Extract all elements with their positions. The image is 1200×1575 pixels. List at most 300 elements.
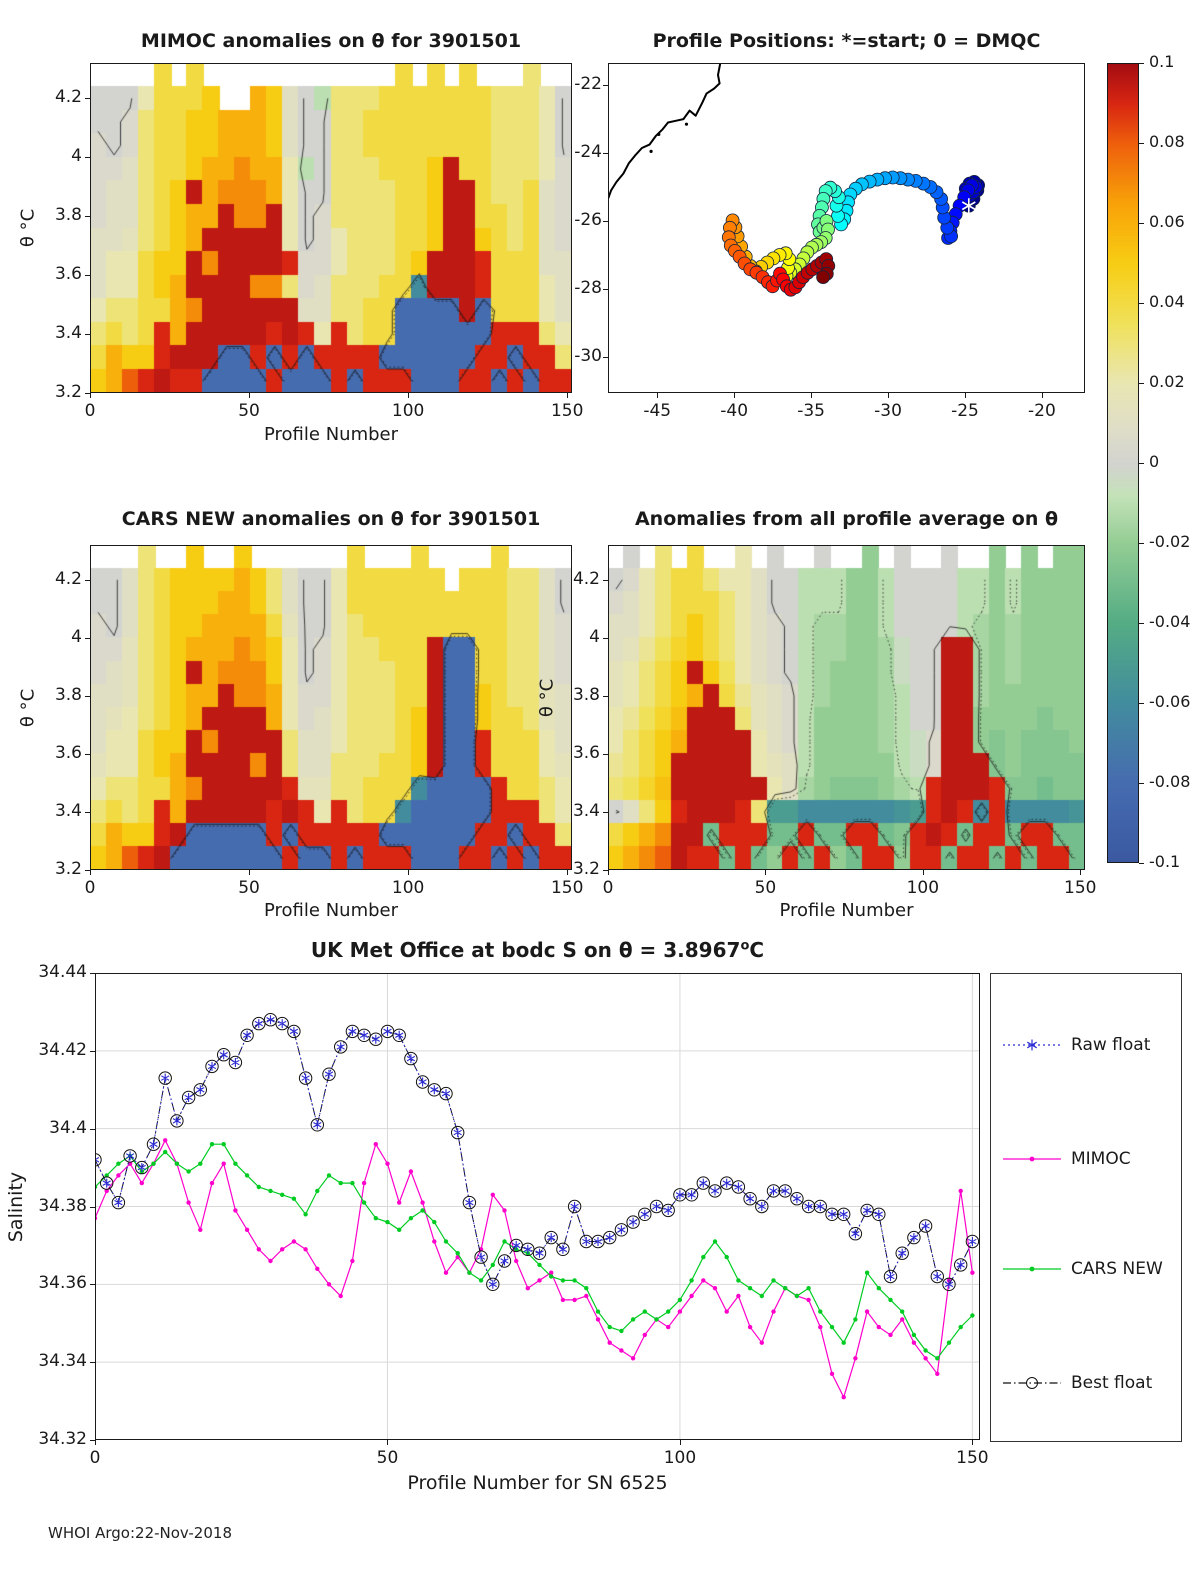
mimoc-marker bbox=[537, 1278, 541, 1282]
y-tick-label: 3.2 bbox=[54, 859, 82, 879]
cars-new-marker bbox=[853, 1317, 857, 1321]
tick-mark bbox=[249, 870, 250, 875]
cars-new-marker bbox=[233, 1162, 237, 1166]
cars-new-marker bbox=[502, 1239, 506, 1243]
salinity-y-tick-label: 34.34 bbox=[38, 1351, 87, 1372]
cars-new-marker bbox=[935, 1356, 939, 1360]
mimoc-marker bbox=[444, 1271, 448, 1275]
cars-new-marker bbox=[572, 1278, 576, 1282]
profile-position-dot bbox=[817, 271, 830, 284]
tick-mark bbox=[603, 638, 608, 639]
mimoc-marker bbox=[888, 1333, 892, 1337]
avg-heatmap-canvas bbox=[608, 545, 1085, 870]
mimoc-marker bbox=[689, 1294, 693, 1298]
cars-new-marker bbox=[292, 1197, 296, 1201]
mimoc-marker bbox=[303, 1247, 307, 1251]
mimoc-marker bbox=[210, 1181, 214, 1185]
mimoc-marker bbox=[140, 1181, 144, 1185]
colorbar-tick-label: -0.1 bbox=[1149, 852, 1181, 871]
mimoc-marker bbox=[760, 1341, 764, 1345]
cars-new-marker bbox=[900, 1309, 904, 1313]
tick-mark bbox=[90, 1207, 95, 1208]
y-tick-label: 4 bbox=[71, 146, 82, 167]
avg-xaxis-label: Profile Number bbox=[779, 900, 914, 921]
panel-avg-title: Anomalies from all profile average on θ bbox=[634, 508, 1059, 530]
colorbar-tick-label: 0.02 bbox=[1149, 372, 1185, 391]
mimoc-marker bbox=[315, 1267, 319, 1271]
cars-new-marker bbox=[456, 1251, 460, 1255]
x-tick-label: 50 bbox=[238, 401, 260, 421]
mimoc-marker bbox=[596, 1317, 600, 1321]
legend-box bbox=[990, 973, 1182, 1442]
cars-new-marker bbox=[385, 1220, 389, 1224]
cars-new-marker bbox=[350, 1181, 354, 1185]
mimoc-marker bbox=[865, 1309, 869, 1313]
salinity-y-tick-label: 34.4 bbox=[49, 1117, 87, 1138]
tick-mark bbox=[85, 216, 90, 217]
mimoc-marker bbox=[959, 1189, 963, 1193]
mimoc-marker bbox=[771, 1309, 775, 1313]
salinity-xaxis-label: Profile Number for SN 6525 bbox=[407, 1472, 668, 1494]
mimoc-marker bbox=[245, 1228, 249, 1232]
tick-mark bbox=[85, 334, 90, 335]
mimoc-marker bbox=[748, 1325, 752, 1329]
map-y-tick-label: -26 bbox=[574, 210, 602, 231]
legend-sample-mimoc bbox=[1001, 1149, 1063, 1169]
tick-mark bbox=[408, 393, 409, 398]
map-x-tick-label: -30 bbox=[874, 401, 902, 421]
mimoc-marker bbox=[912, 1341, 916, 1345]
mimoc-marker bbox=[584, 1294, 588, 1298]
tick-mark bbox=[85, 393, 90, 394]
legend-entry-mimoc bbox=[1001, 1148, 1131, 1170]
map-y-tick-label: -24 bbox=[574, 142, 602, 163]
profile-positions-map bbox=[608, 63, 1085, 393]
tick-mark bbox=[85, 870, 90, 871]
mimoc-marker bbox=[736, 1294, 740, 1298]
island-dot bbox=[685, 123, 688, 126]
tick-mark bbox=[1139, 863, 1144, 864]
cars-new-marker bbox=[806, 1286, 810, 1290]
mimoc-marker bbox=[561, 1298, 565, 1302]
cars-new-marker bbox=[549, 1274, 553, 1278]
cars-new-marker bbox=[315, 1189, 319, 1193]
raw-float-line bbox=[95, 1020, 972, 1285]
legend-label: Best float bbox=[1071, 1372, 1153, 1393]
colorbar bbox=[1107, 63, 1139, 863]
mimoc-marker bbox=[842, 1395, 846, 1399]
cars-new-marker bbox=[842, 1341, 846, 1345]
tick-mark bbox=[1139, 63, 1144, 64]
cars-new-marker bbox=[818, 1309, 822, 1313]
y-tick-label: 3.4 bbox=[54, 323, 82, 344]
cars-new-marker bbox=[608, 1325, 612, 1329]
cars-new-marker bbox=[959, 1325, 963, 1329]
cars-new-marker bbox=[444, 1239, 448, 1243]
cars-new-marker bbox=[795, 1294, 799, 1298]
cars-new-marker bbox=[701, 1255, 705, 1259]
tick-mark bbox=[1139, 223, 1144, 224]
y-tick-label: 4.2 bbox=[54, 87, 82, 108]
cars-new-marker bbox=[877, 1286, 881, 1290]
colorbar-tick-label: 0 bbox=[1149, 452, 1160, 471]
mimoc-marker bbox=[186, 1200, 190, 1204]
cars-new-marker bbox=[736, 1278, 740, 1282]
mimoc-marker bbox=[350, 1259, 354, 1263]
cars-xaxis-label: Profile Number bbox=[264, 900, 398, 921]
mimoc-marker bbox=[385, 1162, 389, 1166]
legend-entry-cars_new bbox=[1001, 1258, 1163, 1280]
map-x-tick-label: -35 bbox=[797, 401, 825, 421]
tick-mark bbox=[603, 812, 608, 813]
map-x-tick-label: -25 bbox=[951, 401, 979, 421]
y-tick-label: 4.2 bbox=[54, 568, 82, 589]
cars-new-marker bbox=[596, 1309, 600, 1313]
cars-new-marker bbox=[467, 1271, 471, 1275]
mimoc-marker bbox=[292, 1239, 296, 1243]
colorbar-tick-label: -0.08 bbox=[1149, 772, 1191, 791]
x-tick-label: 150 bbox=[550, 401, 584, 421]
tick-mark bbox=[85, 580, 90, 581]
salinity-yaxis-label: Salinity bbox=[5, 1171, 27, 1242]
tick-mark bbox=[90, 1129, 95, 1130]
salinity-y-tick-label: 34.38 bbox=[38, 1195, 87, 1216]
cars-new-marker bbox=[666, 1309, 670, 1313]
x-tick-label: 0 bbox=[602, 878, 614, 898]
tick-mark bbox=[603, 153, 608, 154]
cars-new-marker bbox=[175, 1162, 179, 1166]
tick-mark bbox=[90, 1284, 95, 1285]
mimoc-line bbox=[95, 1140, 972, 1397]
cars-new-marker bbox=[783, 1286, 787, 1290]
tick-mark bbox=[90, 1051, 95, 1052]
mimoc-marker bbox=[268, 1259, 272, 1263]
island-dot bbox=[657, 133, 660, 136]
tick-mark bbox=[85, 275, 90, 276]
cars-new-marker bbox=[923, 1348, 927, 1352]
mimoc-marker bbox=[713, 1286, 717, 1290]
mimoc-marker bbox=[257, 1247, 261, 1251]
y-tick-label: 4 bbox=[589, 626, 600, 647]
tick-mark bbox=[811, 393, 812, 398]
cars-new-marker bbox=[584, 1286, 588, 1290]
y-tick-label: 3.6 bbox=[54, 742, 82, 763]
panel-mimoc-title: MIMOC anomalies on θ for 3901501 bbox=[140, 30, 522, 52]
cars-new-marker bbox=[339, 1181, 343, 1185]
tick-mark bbox=[603, 754, 608, 755]
footer-text: WHOI Argo:22-Nov-2018 bbox=[48, 1524, 232, 1542]
tick-mark bbox=[85, 696, 90, 697]
tick-mark bbox=[1139, 703, 1144, 704]
y-tick-label: 3.8 bbox=[54, 684, 82, 705]
mimoc-marker bbox=[374, 1142, 378, 1146]
tick-mark bbox=[603, 696, 608, 697]
colorbar-tick-label: 0.06 bbox=[1149, 212, 1185, 231]
map-y-tick-label: -30 bbox=[574, 345, 602, 366]
cars-new-marker bbox=[678, 1298, 682, 1302]
cars-new-marker bbox=[245, 1173, 249, 1177]
tick-mark bbox=[1139, 783, 1144, 784]
cars-new-marker bbox=[210, 1142, 214, 1146]
best-float-line bbox=[95, 1020, 972, 1285]
tick-mark bbox=[1080, 870, 1081, 875]
cars-new-marker bbox=[198, 1162, 202, 1166]
cars-new-marker bbox=[280, 1193, 284, 1197]
tick-mark bbox=[90, 1440, 95, 1441]
mimoc-marker bbox=[280, 1247, 284, 1251]
mimoc-xaxis-label: Profile Number bbox=[264, 424, 398, 445]
tick-mark bbox=[765, 870, 766, 875]
cars-heatmap-canvas bbox=[90, 545, 572, 870]
y-tick-label: 4 bbox=[71, 626, 82, 647]
x-tick-label: 0 bbox=[84, 401, 96, 421]
mimoc-marker bbox=[666, 1325, 670, 1329]
mimoc-marker bbox=[327, 1282, 331, 1286]
island-dot bbox=[649, 150, 652, 153]
x-tick-label: 0 bbox=[84, 878, 96, 898]
mimoc-marker bbox=[198, 1228, 202, 1232]
y-tick-label: 3.4 bbox=[54, 800, 82, 821]
avg-yaxis-label: θ °C bbox=[536, 678, 558, 717]
tick-mark bbox=[608, 870, 609, 875]
cars-new-marker bbox=[631, 1317, 635, 1321]
cars-new-marker bbox=[151, 1162, 155, 1166]
cars-new-marker bbox=[760, 1294, 764, 1298]
coastline bbox=[608, 63, 720, 199]
cars-new-marker bbox=[654, 1317, 658, 1321]
cars-new-marker bbox=[327, 1173, 331, 1177]
tick-mark bbox=[85, 98, 90, 99]
mimoc-marker bbox=[678, 1309, 682, 1313]
mimoc-marker bbox=[619, 1348, 623, 1352]
tick-mark bbox=[1139, 303, 1144, 304]
tick-mark bbox=[603, 85, 608, 86]
cars-new-marker bbox=[257, 1185, 261, 1189]
x-tick-label: 150 bbox=[550, 878, 584, 898]
cars-new-marker bbox=[186, 1169, 190, 1173]
x-tick-label: 100 bbox=[906, 878, 940, 898]
mimoc-heatmap-canvas bbox=[90, 63, 572, 393]
tick-mark bbox=[680, 1440, 681, 1445]
tick-mark bbox=[1139, 463, 1144, 464]
cars-new-marker bbox=[479, 1278, 483, 1282]
colorbar-tick-label: 0.04 bbox=[1149, 292, 1185, 311]
tick-mark bbox=[90, 973, 95, 974]
mimoc-marker bbox=[409, 1169, 413, 1173]
tick-mark bbox=[923, 870, 924, 875]
y-tick-label: 3.8 bbox=[572, 684, 600, 705]
mimoc-marker bbox=[935, 1372, 939, 1376]
map-x-tick-label: -20 bbox=[1028, 401, 1056, 421]
mimoc-marker bbox=[970, 1271, 974, 1275]
tick-mark bbox=[734, 393, 735, 398]
cars-new-marker bbox=[689, 1278, 693, 1282]
cars-new-marker bbox=[222, 1142, 226, 1146]
cars-new-marker bbox=[561, 1278, 565, 1282]
mimoc-marker bbox=[339, 1294, 343, 1298]
tick-mark bbox=[1139, 543, 1144, 544]
y-tick-label: 4.2 bbox=[572, 568, 600, 589]
mimoc-marker bbox=[420, 1200, 424, 1204]
tick-mark bbox=[1042, 393, 1043, 398]
tick-mark bbox=[1139, 383, 1144, 384]
cars-new-marker bbox=[420, 1208, 424, 1212]
mimoc-marker bbox=[222, 1162, 226, 1166]
mimoc-marker bbox=[163, 1138, 167, 1142]
tick-mark bbox=[603, 289, 608, 290]
tick-mark bbox=[1139, 143, 1144, 144]
y-tick-label: 3.6 bbox=[54, 264, 82, 285]
x-tick-label: 150 bbox=[1064, 878, 1097, 898]
cars-new-marker bbox=[362, 1200, 366, 1204]
y-tick-label: 3.2 bbox=[54, 382, 82, 402]
colorbar-tick-label: 0.1 bbox=[1149, 52, 1175, 71]
cars-new-marker bbox=[303, 1212, 307, 1216]
map-x-tick-label: -40 bbox=[720, 401, 749, 421]
tick-mark bbox=[603, 221, 608, 222]
cars-new-marker bbox=[432, 1220, 436, 1224]
mimoc-marker bbox=[643, 1333, 647, 1337]
tick-mark bbox=[603, 870, 608, 871]
mimoc-marker bbox=[95, 1216, 97, 1220]
mimoc-marker bbox=[233, 1208, 237, 1212]
legend-sample-raw_float bbox=[1001, 1035, 1063, 1055]
tick-mark bbox=[85, 812, 90, 813]
salinity-y-tick-label: 34.32 bbox=[38, 1429, 87, 1449]
cars-new-marker bbox=[830, 1325, 834, 1329]
cars-new-marker bbox=[912, 1333, 916, 1337]
mimoc-marker bbox=[853, 1356, 857, 1360]
mimoc-yaxis-label: θ °C bbox=[17, 208, 39, 248]
tick-mark bbox=[408, 870, 409, 875]
legend-entry-raw_float bbox=[1001, 1034, 1150, 1056]
tick-mark bbox=[249, 393, 250, 398]
mimoc-marker bbox=[818, 1325, 822, 1329]
x-tick-label: 100 bbox=[391, 878, 425, 898]
map-y-tick-label: -28 bbox=[574, 278, 602, 298]
map-y-tick-label: -22 bbox=[574, 74, 602, 95]
colorbar-tick-label: 0.08 bbox=[1149, 132, 1185, 151]
salinity-y-tick-label: 34.42 bbox=[38, 1039, 87, 1060]
colorbar-tick-label: -0.06 bbox=[1149, 692, 1191, 711]
mimoc-marker bbox=[514, 1259, 518, 1263]
salinity-x-tick-label: 0 bbox=[89, 1448, 101, 1468]
mimoc-marker bbox=[526, 1286, 530, 1290]
mimoc-marker bbox=[432, 1239, 436, 1243]
x-tick-label: 50 bbox=[238, 878, 260, 898]
mimoc-marker bbox=[631, 1356, 635, 1360]
y-tick-label: 3.2 bbox=[572, 859, 600, 879]
mimoc-marker bbox=[572, 1298, 576, 1302]
cars-new-marker bbox=[163, 1150, 167, 1154]
mimoc-marker bbox=[502, 1208, 506, 1212]
legend-sample-cars_new bbox=[1001, 1259, 1063, 1279]
cars-new-marker bbox=[888, 1298, 892, 1302]
mimoc-marker bbox=[830, 1372, 834, 1376]
cars-new-marker bbox=[947, 1341, 951, 1345]
tick-mark bbox=[972, 1440, 973, 1445]
cars-new-marker bbox=[643, 1309, 647, 1313]
cars-new-marker bbox=[771, 1278, 775, 1282]
tick-mark bbox=[95, 1440, 96, 1445]
salinity-x-tick-label: 100 bbox=[663, 1448, 697, 1468]
tick-mark bbox=[888, 393, 889, 398]
cars-new-marker bbox=[374, 1216, 378, 1220]
legend-label: MIMOC bbox=[1071, 1148, 1131, 1169]
legend-sample-best_float bbox=[1001, 1373, 1063, 1393]
tick-mark bbox=[603, 580, 608, 581]
mimoc-marker bbox=[806, 1298, 810, 1302]
mimoc-marker bbox=[397, 1200, 401, 1204]
cars-new-marker bbox=[491, 1263, 495, 1267]
tick-mark bbox=[567, 393, 568, 398]
legend-entry-best_float bbox=[1001, 1372, 1152, 1394]
cars-yaxis-label: θ °C bbox=[17, 688, 39, 727]
salinity-x-tick-label: 50 bbox=[376, 1448, 399, 1468]
x-tick-label: 100 bbox=[391, 401, 425, 421]
cars-new-marker bbox=[397, 1228, 401, 1232]
cars-new-marker bbox=[725, 1255, 729, 1259]
x-tick-label: 50 bbox=[754, 878, 777, 898]
colorbar-tick-label: -0.02 bbox=[1149, 532, 1191, 551]
mimoc-marker bbox=[362, 1181, 366, 1185]
mimoc-marker bbox=[701, 1278, 705, 1282]
cars-new-marker bbox=[619, 1329, 623, 1333]
cars-new-marker bbox=[116, 1162, 120, 1166]
salinity-chart-title bbox=[95, 938, 980, 962]
cars-new-marker bbox=[970, 1313, 974, 1317]
tick-mark bbox=[603, 357, 608, 358]
cars-new-marker bbox=[713, 1239, 717, 1243]
y-tick-label: 3.6 bbox=[572, 742, 600, 763]
tick-mark bbox=[657, 393, 658, 398]
cars-new-marker bbox=[748, 1286, 752, 1290]
tick-mark bbox=[90, 1362, 95, 1363]
mimoc-marker bbox=[900, 1317, 904, 1321]
salinity-title-unit: C bbox=[749, 938, 765, 962]
mimoc-marker bbox=[608, 1341, 612, 1345]
mimoc-marker bbox=[877, 1325, 881, 1329]
salinity-title-text: UK Met Office at bodc S on θ = 3.8967 bbox=[310, 938, 741, 962]
mimoc-marker bbox=[491, 1193, 495, 1197]
tick-mark bbox=[90, 870, 91, 875]
tick-mark bbox=[85, 638, 90, 639]
mimoc-marker bbox=[923, 1356, 927, 1360]
tick-mark bbox=[85, 157, 90, 158]
colorbar-tick-label: -0.04 bbox=[1149, 612, 1191, 631]
cars-new-marker bbox=[537, 1263, 541, 1267]
cars-new-marker bbox=[865, 1271, 869, 1275]
cars-new-marker bbox=[409, 1216, 413, 1220]
y-tick-label: 3.8 bbox=[54, 205, 82, 226]
mimoc-marker bbox=[725, 1309, 729, 1313]
salinity-title-degree: o bbox=[740, 938, 750, 954]
cars-new-marker bbox=[268, 1189, 272, 1193]
map-x-tick-label: -45 bbox=[643, 401, 672, 421]
panel-map-title: Profile Positions: *=start; 0 = DMQC bbox=[652, 30, 1041, 52]
mimoc-marker bbox=[116, 1173, 120, 1177]
tick-mark bbox=[1139, 623, 1144, 624]
legend-label: Raw float bbox=[1071, 1034, 1151, 1055]
salinity-chart bbox=[95, 973, 980, 1440]
tick-mark bbox=[387, 1440, 388, 1445]
salinity-y-tick-label: 34.44 bbox=[38, 962, 87, 982]
tick-mark bbox=[965, 393, 966, 398]
y-tick-label: 3.4 bbox=[572, 800, 600, 821]
tick-mark bbox=[90, 393, 91, 398]
panel-cars-title: CARS NEW anomalies on θ for 3901501 bbox=[121, 508, 541, 530]
tick-mark bbox=[85, 754, 90, 755]
